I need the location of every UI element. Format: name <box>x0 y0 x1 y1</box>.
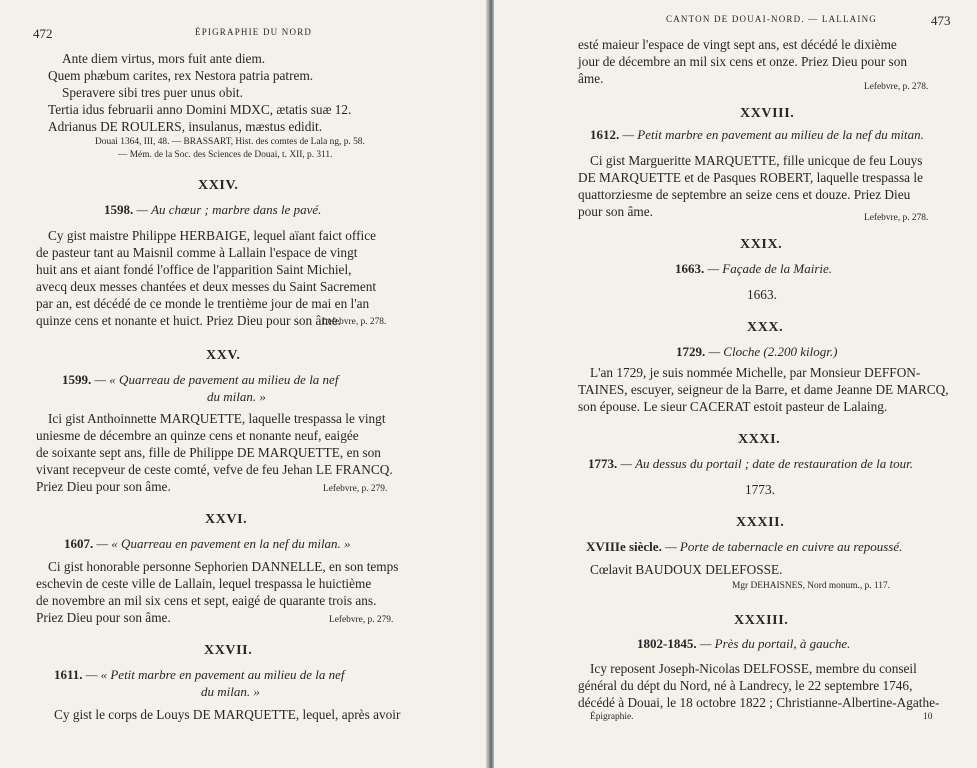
left-page <box>0 0 488 768</box>
body-line: son épouse. Le sieur CACERAT estoit pasteur de Lalaing. <box>578 399 888 414</box>
verse-line: Adrianus DE ROULERS, insulanus, mæstus edidit. <box>48 119 323 134</box>
entry-year: 1611. <box>54 667 83 682</box>
verse-line: Ante diem virtus, mors fuit ante diem. <box>62 51 266 66</box>
inscription-date: 1773. <box>745 482 775 497</box>
entry-year: 1663. <box>675 261 705 276</box>
entry-location: — Près du portail, à gauche. <box>696 636 851 651</box>
body-line: Ici gist Anthoinnette MARQUETTE, laquelle trespassa le vingt <box>48 411 386 426</box>
page-number-right: 473 <box>931 13 951 28</box>
entry-location: — Petit marbre en pavement au milieu de la nef du mitan. <box>619 127 924 142</box>
section-numeral-xxxii: XXXII. <box>736 515 785 530</box>
entry-location: — Au chœur ; marbre dans le pavé. <box>133 202 322 217</box>
entry-year: XVIIIe siècle. <box>586 539 662 554</box>
page-number-left: 472 <box>33 26 53 41</box>
body-line: L'an 1729, je suis nommée Michelle, par Monsieur DEFFON- <box>590 365 921 380</box>
signature-number: 10 <box>923 712 933 722</box>
body-line: Ci gist honorable personne Sephorien DANNELLE, en son temps <box>48 559 399 574</box>
entry-location: — « Petit marbre en pavement au milieu de la nef <box>82 667 345 682</box>
body-line: Cy gist le corps de Louys DE MARQUETTE, lequel, après avoir <box>54 707 401 722</box>
entry-year: 1729. <box>676 344 706 359</box>
entry-heading-1802 <box>637 636 850 652</box>
entry-location: — Au dessus du portail ; date de restauration de la tour. <box>617 456 913 471</box>
section-numeral-xxiv: XXIV. <box>198 178 239 193</box>
right-page <box>494 0 977 768</box>
entry-year: 1802-1845. <box>637 636 697 651</box>
entry-heading-1599 <box>62 372 338 388</box>
body-line: Priez Dieu pour son âme. <box>36 610 171 625</box>
body-line: esté maieur l'espace de vingt sept ans, est décédé le dixième <box>578 37 897 52</box>
entry-heading-continuation <box>201 684 260 700</box>
verse-line: Speravere sibi tres puer unus obit. <box>62 85 243 100</box>
body-line: eschevin de ceste ville de Lallain, lequel trespassa le huictième <box>36 576 372 591</box>
body-line: de pasteur tant au Maisnil comme à Lallain l'espace de vingt <box>36 245 358 260</box>
signature-mark: Épigraphie. <box>590 712 634 722</box>
body-line: général du dépt du Nord, né à Landrecy, le 22 septembre 1746, <box>578 678 913 693</box>
entry-location: — Façade de la Mairie. <box>704 261 833 276</box>
body-line: jour de décembre an mil six cens et onze. Priez Dieu pour son <box>578 54 907 69</box>
entry-heading-xviii <box>586 539 902 555</box>
source-reference: Lefebvre, p. 279. <box>329 615 394 625</box>
body-line: Priez Dieu pour son âme. <box>36 479 171 494</box>
body-line: uniesme de décembre an quinze cens et nonante neuf, eaigée <box>36 428 359 443</box>
entry-year: 1612. <box>590 127 620 142</box>
section-numeral-xxvii: XXVII. <box>204 643 253 658</box>
source-reference: Lefebvre, p. 278. <box>322 317 387 327</box>
entry-heading-1611 <box>54 667 345 683</box>
entry-heading-1663 <box>675 261 832 277</box>
entry-location: — « Quarreau de pavement au milieu de la nef <box>91 372 339 387</box>
verse-line: Tertia idus februarii anno Domini MDXC, ætatis suæ 12. <box>48 102 352 117</box>
body-line: huit ans et aiant fondé l'office de l'apparition Saint Michiel, <box>36 262 352 277</box>
section-numeral-xxvi: XXVI. <box>205 512 248 527</box>
body-line: de novembre an mil six cens et sept, eaigé de quarante trois ans. <box>36 593 377 608</box>
body-line: Cœlavit BAUDOUX DELEFOSSE. <box>590 562 783 577</box>
entry-heading-1598 <box>104 202 321 218</box>
verse-line: Quem phæbum carites, rex Nestora patria patrem. <box>48 68 314 83</box>
entry-location: — Cloche (2.200 kilogr.) <box>705 344 838 359</box>
running-head-left: ÉPIGRAPHIE DU NORD <box>195 27 313 37</box>
body-line: Icy reposent Joseph-Nicolas DELFOSSE, membre du conseil <box>590 661 917 676</box>
entry-heading-1773 <box>588 456 913 472</box>
body-line: DE MARQUETTE et de Pasques ROBERT, laquelle trespassa le <box>578 170 923 185</box>
citation-line: — Mém. de la Soc. des Sciences de Douai, t. XII, p. 311. <box>118 150 333 160</box>
entry-heading-1612 <box>590 127 924 143</box>
entry-location: — « Quarreau en pavement en la nef du milan. » <box>93 536 351 551</box>
body-line: par an, est décédé de ce monde le trentième jour de mai en l'an <box>36 296 370 311</box>
body-line: avecq deux messes chantées et deux messes du Saint Sacrement <box>36 279 377 294</box>
running-head-right: CANTON DE DOUAI-NORD. — LALLAING <box>666 14 877 24</box>
body-line: TAINES, escuyer, seigneur de la Barre, et dame Jeanne DE MARCQ, <box>578 382 949 397</box>
body-line: décédé à Douai, le 18 octobre 1822 ; Christianne-Albertine-Agathe- <box>578 695 940 710</box>
citation-line: Douai 1364, III, 48. — BRASSART, Hist. des comtes de Lala ng, p. 58. <box>95 137 365 147</box>
source-reference: Lefebvre, p. 278. <box>864 213 929 223</box>
body-line: Ci gist Margueritte MARQUETTE, fille unicque de feu Louys <box>590 153 923 168</box>
entry-year: 1607. <box>64 536 94 551</box>
body-line: quattorziesme de septembre an seize cens et douze. Priez Dieu <box>578 187 911 202</box>
body-line: âme. <box>578 71 604 86</box>
body-line: quinze cens et nonante et huict. Priez Dieu pour son âme. <box>36 313 341 328</box>
entry-location: du milan. » <box>207 389 266 404</box>
entry-heading-1729 <box>676 344 837 360</box>
body-line: Cy gist maistre Philippe HERBAIGE, lequel aïant faict office <box>48 228 377 243</box>
body-line: de soixante sept ans, fille de Philippe DE MARQUETTE, en son <box>36 445 381 460</box>
inscription-date: 1663. <box>747 287 777 302</box>
section-numeral-xxv: XXV. <box>206 348 241 363</box>
body-line: vivant recepveur de ceste comté, vefve de feu Jehan LE FRANCQ. <box>36 462 393 477</box>
entry-year: 1773. <box>588 456 618 471</box>
entry-year: 1599. <box>62 372 92 387</box>
source-reference: Lefebvre, p. 279. <box>323 484 388 494</box>
entry-heading-1607 <box>64 536 351 552</box>
body-line: pour son âme. <box>578 204 653 219</box>
section-numeral-xxviii: XXVIII. <box>740 106 795 121</box>
section-numeral-xxxi: XXXI. <box>738 432 781 447</box>
section-numeral-xxx: XXX. <box>747 320 784 335</box>
entry-location: du milan. » <box>201 684 260 699</box>
source-reference: Mgr DEHAISNES, Nord monum., p. 117. <box>732 581 890 591</box>
section-numeral-xxix: XXIX. <box>740 237 783 252</box>
source-reference: Lefebvre, p. 278. <box>864 82 929 92</box>
section-numeral-xxxiii: XXXIII. <box>734 613 789 628</box>
entry-year: 1598. <box>104 202 134 217</box>
entry-heading-continuation <box>207 389 266 405</box>
entry-location: — Porte de tabernacle en cuivre au repoussé. <box>661 539 903 554</box>
